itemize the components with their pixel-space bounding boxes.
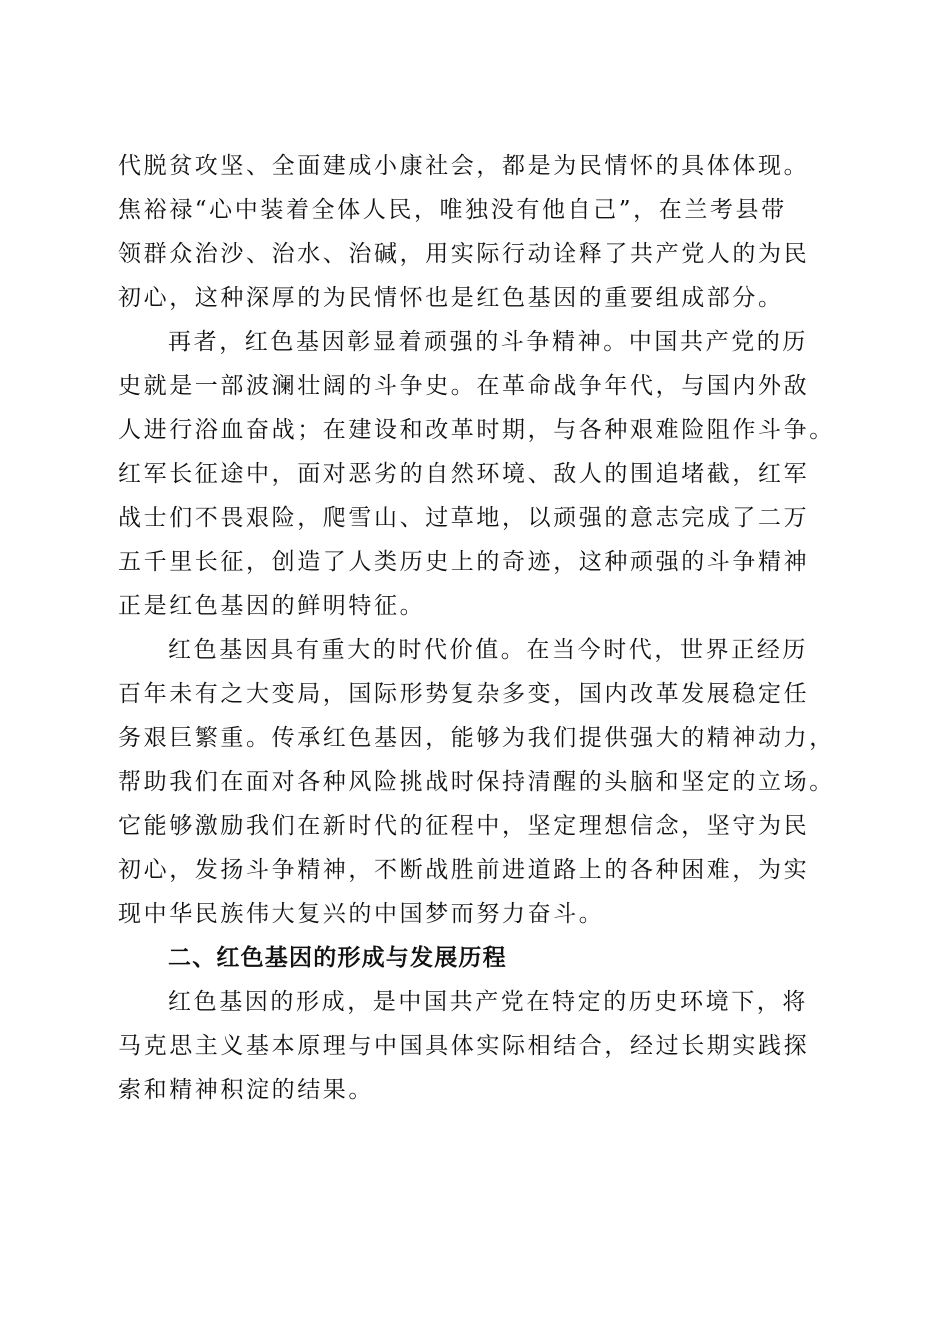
body-text (118, 144, 835, 1112)
text-line: 初心，这种深厚的为民情怀也是红色基因的重要组成部分。 (118, 285, 784, 311)
paragraph-start: 红色基因的形成，是中国共产党在特定的历史环境下，将 (168, 989, 808, 1015)
text-line: 初心，发扬斗争精神，不断战胜前进道路上的各种困难，为实 (118, 857, 810, 883)
text-line: 索和精神积淀的结果。 (118, 1077, 374, 1103)
section-heading: 二、红色基因的形成与发展历程 (168, 945, 507, 971)
text-line: 帮助我们在面对各种风险挑战时保持清醒的头脑和坚定的立场。 (118, 769, 835, 795)
text-line: 马克思主义基本原理与中国具体实际相结合，经过长期实践探 (118, 1033, 810, 1059)
text-line: 务艰巨繁重。传承红色基因，能够为我们提供强大的精神动力， (118, 725, 835, 751)
text-line: 五千里长征，创造了人类历史上的奇迹，这种顽强的斗争精神 (118, 549, 810, 575)
text-line: 现中华民族伟大复兴的中国梦而努力奋斗。 (118, 901, 605, 927)
text-line: 人进行浴血奋战；在建设和改革时期，与各种艰难险阻作斗争。 (118, 417, 835, 443)
paragraph-start: 再者，红色基因彰显着顽强的斗争精神。中国共产党的历 (168, 329, 808, 355)
text-line: 史就是一部波澜壮阔的斗争史。在革命战争年代，与国内外敌 (118, 373, 810, 399)
text-line: 红军长征途中，面对恶劣的自然环境、敌人的围追堵截，红军 (118, 461, 810, 487)
text-line: 战士们不畏艰险，爬雪山、过草地，以顽强的意志完成了二万 (118, 505, 810, 531)
text-line: 焦裕禄“心中装着全体人民，唯独没有他自己”，在兰考县带 (118, 197, 787, 223)
text-line: 百年未有之大变局，国际形势复杂多变，国内改革发展稳定任 (118, 681, 810, 707)
paragraph-start: 红色基因具有重大的时代价值。在当今时代，世界正经历 (168, 637, 808, 663)
text-line: 正是红色基因的鲜明特征。 (118, 593, 426, 619)
text-line: 领群众治沙、治水、治碱，用实际行动诠释了共产党人的为民 (118, 241, 810, 267)
text-line: 它能够激励我们在新时代的征程中，坚定理想信念，坚守为民 (118, 813, 810, 839)
text-line: 代脱贫攻坚、全面建成小康社会，都是为民情怀的具体体现。 (118, 153, 810, 179)
